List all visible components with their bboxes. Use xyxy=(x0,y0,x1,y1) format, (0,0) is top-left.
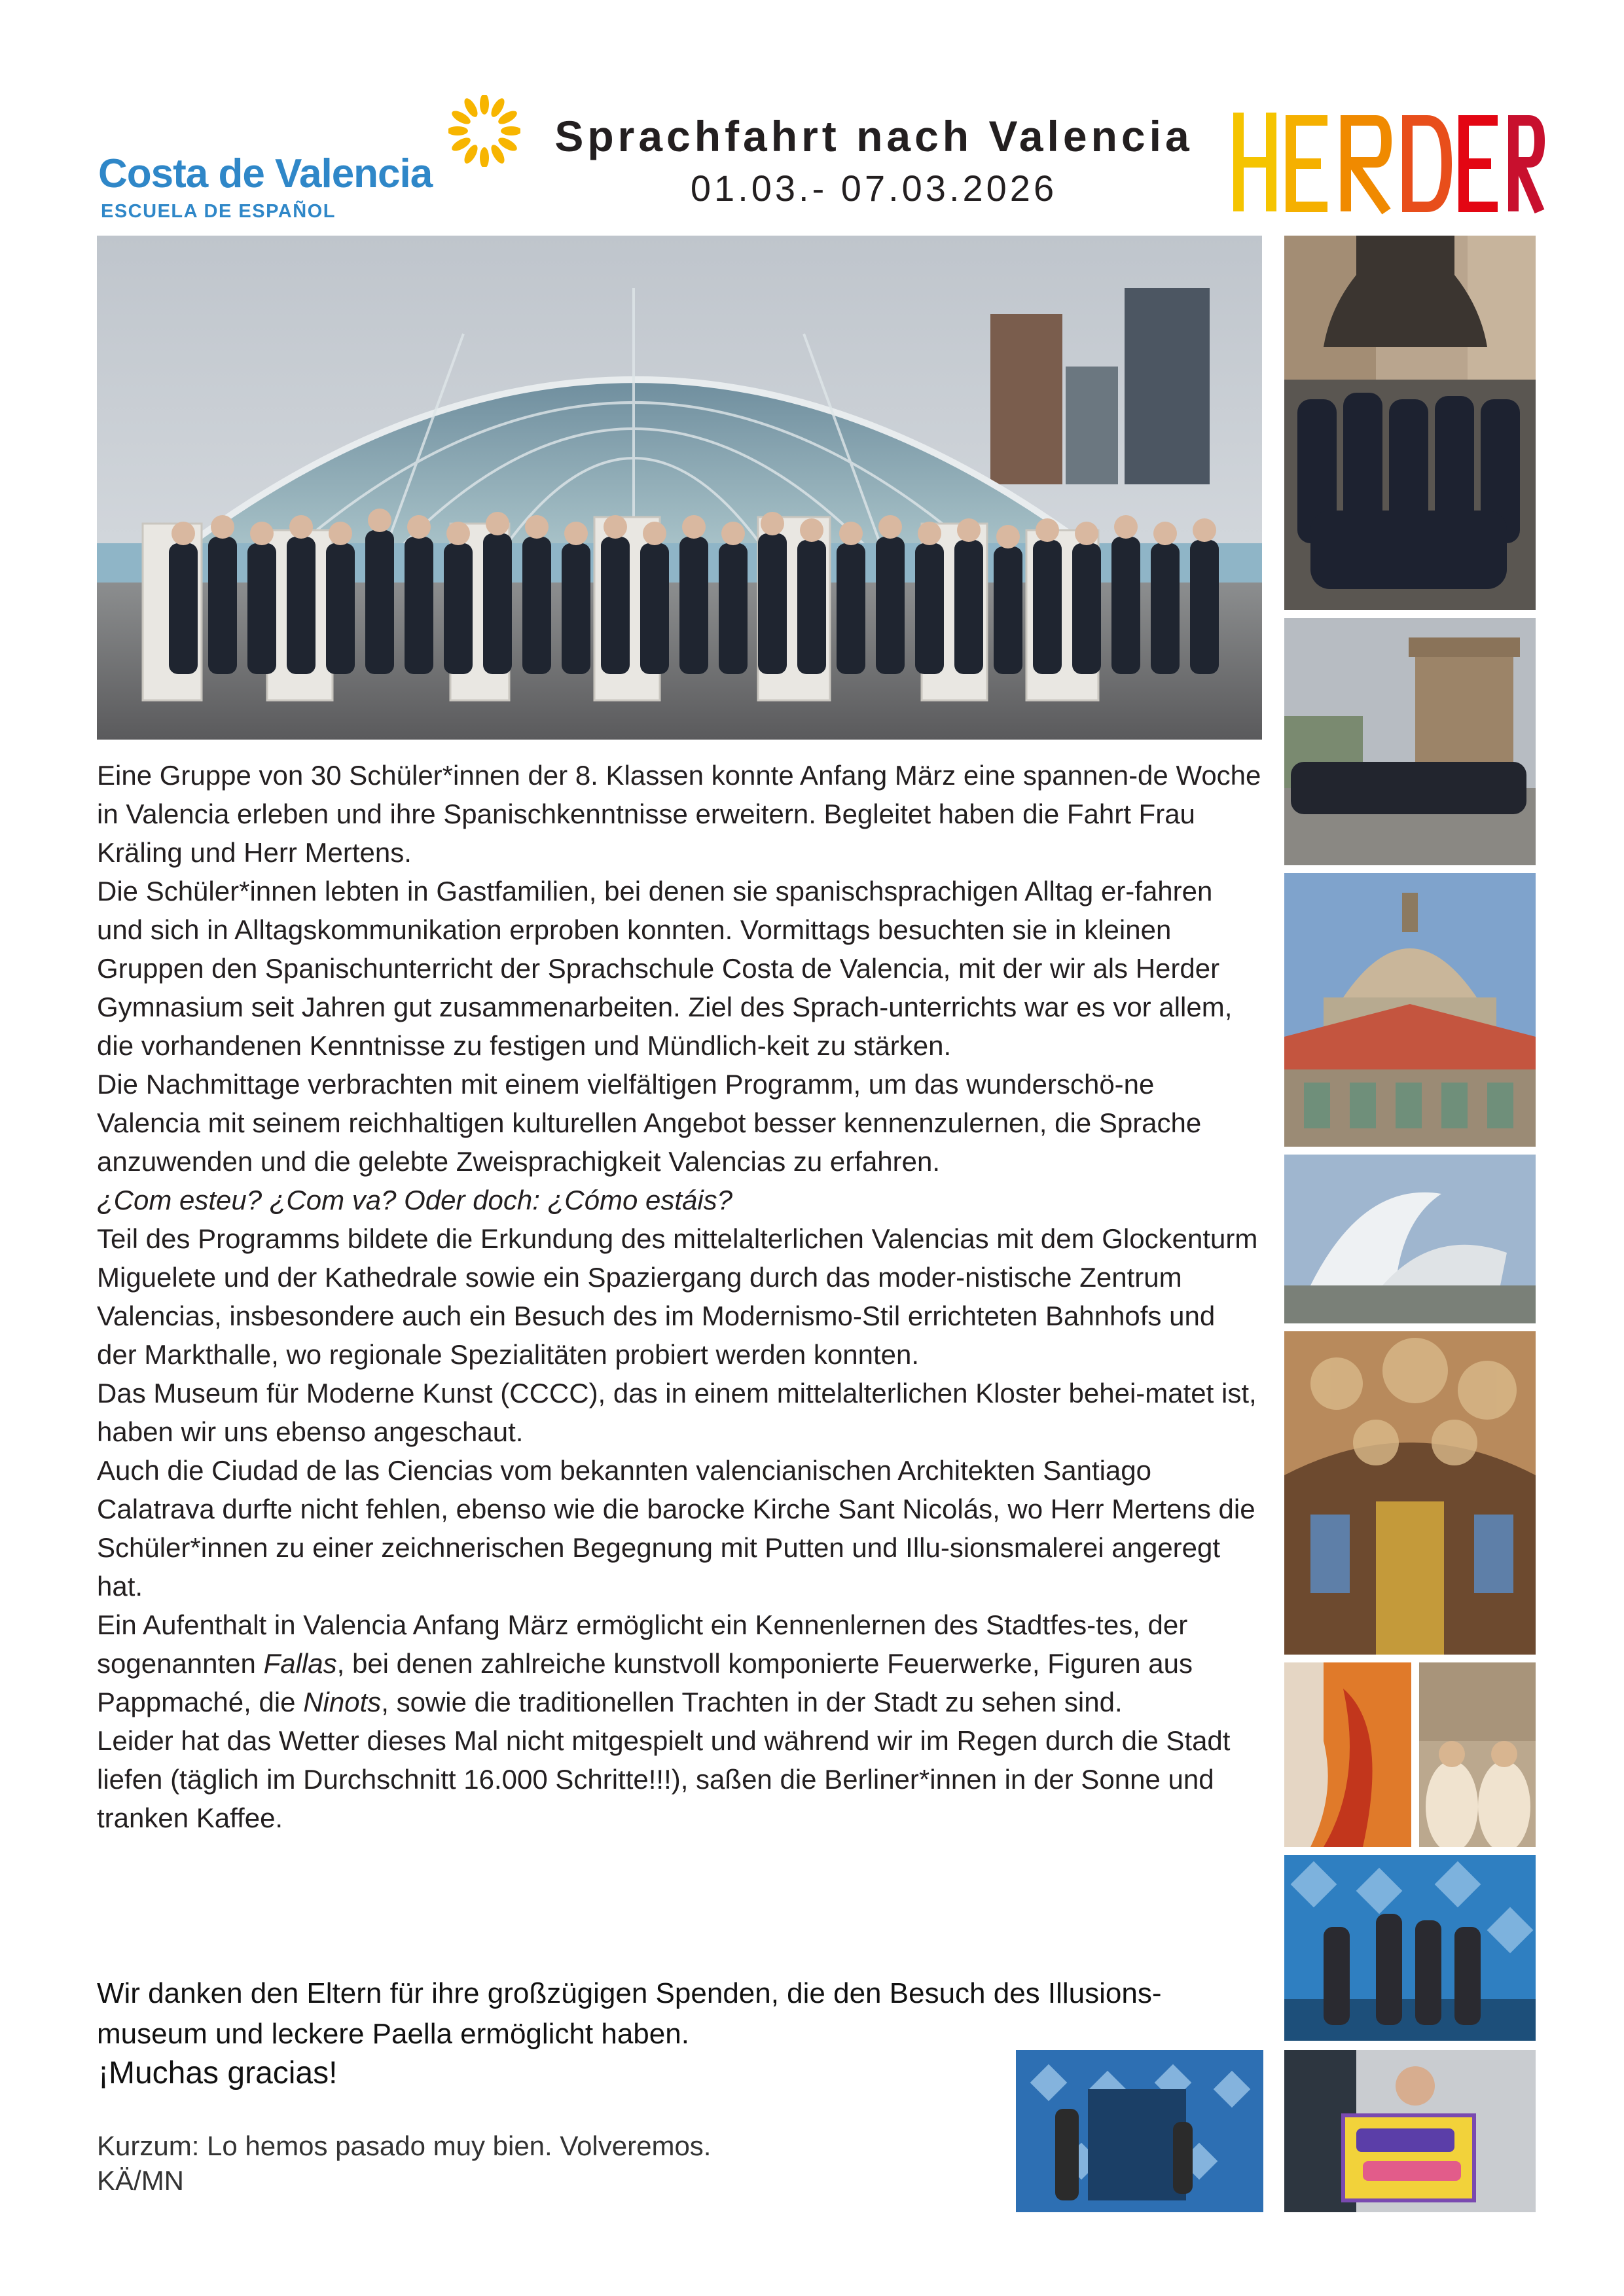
logo-subtitle: ESCUELA DE ESPAÑOL xyxy=(101,201,336,222)
photo-graphic xyxy=(1284,618,1536,865)
photo-graphic xyxy=(1284,2050,1536,2212)
photo-graphic xyxy=(1284,1331,1536,1655)
paragraph-program: Teil des Programms bildete die Erkundung des mittelalterlichen Valencias mit dem Glockenturm Miguelete und der Kathedrale sowie ein Spaziergang durch das moder-nistische Zentrum Valencias, insbesondere auch ein Besuch des im Modernismo-Stil errichteten Bahnhofs und der Markthalle, wo regionale Spezialitäten probiert werden konnten. xyxy=(97,1223,1258,1370)
fallas-text-e: , sowie die traditionellen Trachten in der Stadt zu sehen sind. xyxy=(381,1687,1123,1717)
closing-line: Kurzum: Lo hemos pasado muy bien. Volveremos. xyxy=(97,2130,712,2161)
ninots-term: Ninots xyxy=(303,1687,382,1717)
photo-graphic xyxy=(1016,2050,1263,2212)
thanks-note: Wir danken den Eltern für ihre großzügigen Spenden, die den Besuch des Illusions-museum und leckere Paella ermöglicht haben. xyxy=(97,1977,1162,2050)
photo-fallera-costumes xyxy=(1419,1662,1536,1847)
main-group-photo xyxy=(97,236,1262,740)
herder-logo xyxy=(1231,105,1545,219)
photo-graphic xyxy=(1284,873,1536,1147)
hemisferic-photo-graphic xyxy=(97,236,1262,740)
photo-home-valencia-sign xyxy=(1284,2050,1536,2212)
paragraph-weather: Leider hat das Wetter dieses Mal nicht mitgespielt und während wir im Regen durch die Stadt liefen (täglich im Durchschnitt 16.000 Schritte!!!), saßen die Berliner*innen in der Sonne und tranken Kaffee. xyxy=(97,1725,1231,1833)
paragraph-fallas xyxy=(97,1605,1262,1721)
photo-illusion-museum-group xyxy=(1284,1855,1536,2041)
costa-de-valencia-logo xyxy=(98,95,517,226)
signature: KÄ/MN xyxy=(97,2165,185,2196)
muchas-gracias: ¡Muchas gracias! xyxy=(98,2056,338,2090)
trip-dates: 01.03.- 07.03.2026 xyxy=(690,168,1058,209)
photo-graphic xyxy=(1284,1662,1411,1847)
herder-logo-graphic xyxy=(1231,105,1545,219)
paragraph-host-families: Die Schüler*innen lebten in Gastfamilien, bei denen sie spanischsprachigen Alltag er-fahren und sich in Alltagskommunikation erproben konnten. Vormittags besuchten sie in kleinen Gruppen den Spanischunterricht der Sprachschule Costa de Valencia, mit der wir als Herder Gymnasium seit Jahren gut zusammenarbeiten. Ziel des Sprach-unterrichts war es vor allem, die vorhandenen Kenntnisse zu festigen und Mündlich-keit zu stärken. xyxy=(97,876,1233,1061)
photo-mercado-central xyxy=(1284,873,1536,1147)
photo-sant-nicolas xyxy=(1284,1331,1536,1655)
photo-graphic xyxy=(1284,1855,1536,2041)
paragraph-museum: Das Museum für Moderne Kunst (CCCC), das in einem mittelalterlichen Kloster behei-matet ist, haben wir uns ebenso angeschaut. xyxy=(97,1378,1257,1447)
photo-fallas-figure xyxy=(1284,1662,1411,1847)
paragraph-afternoons: Die Nachmittage verbrachten mit einem vielfältigen Programm, um das wunderschö-ne Valencia mit seinem reichhaltigen kulturellen Angebot besser kennenzulernen, die Sprache anzuwenden und die gelebte Zweisprachigkeit Valencias zu erfahren. xyxy=(97,1069,1202,1177)
photo-bell-tower-group xyxy=(1284,236,1536,610)
logo-name: Costa de Valencia xyxy=(98,151,433,196)
fallas-term: Fallas xyxy=(263,1648,337,1679)
fallas-text-a: Ein Aufenthalt in Valencia Anfang März ermöglicht ein Kennenlernen des Stadtfes-tes, der sogenannten xyxy=(97,1609,1188,1679)
fallas-text-c: , bei denen zahlreiche kunstvoll komponierte Feuerwerke, Figuren aus Pappmaché, die xyxy=(97,1648,1193,1717)
sun-icon xyxy=(448,95,520,167)
photo-graphic xyxy=(1284,236,1536,610)
paragraph-intro: Eine Gruppe von 30 Schüler*innen der 8. Klassen konnte Anfang März eine spannen-de Woche in Valencia erleben und ihre Spanischkenntnisse erweitern. Begleitet haben die Fahrt Frau Kräling und Herr Mertens. xyxy=(97,760,1261,868)
photo-graphic xyxy=(1284,1155,1536,1323)
article-body xyxy=(97,756,1262,1837)
photo-torres-group xyxy=(1284,618,1536,865)
paragraph-greeting: ¿Com esteu? ¿Com va? Oder doch: ¿Cómo estáis? xyxy=(97,1185,733,1215)
photo-illusion-room xyxy=(1016,2050,1263,2212)
paragraph-ciudad-ciencias: Auch die Ciudad de las Ciencias vom bekannten valencianischen Architekten Santiago Calatrava durfte nicht fehlen, ebenso wie die barocke Kirche Sant Nicolás, wo Herr Mertens die Schüler*innen zu einer zeichnerischen Begegnung mit Putten und Illu-sionsmalerei angeregt hat. xyxy=(97,1455,1255,1602)
photo-graphic xyxy=(1419,1662,1536,1847)
photo-palau-de-les-arts xyxy=(1284,1155,1536,1323)
page-title: Sprachfahrt nach Valencia xyxy=(554,112,1193,160)
